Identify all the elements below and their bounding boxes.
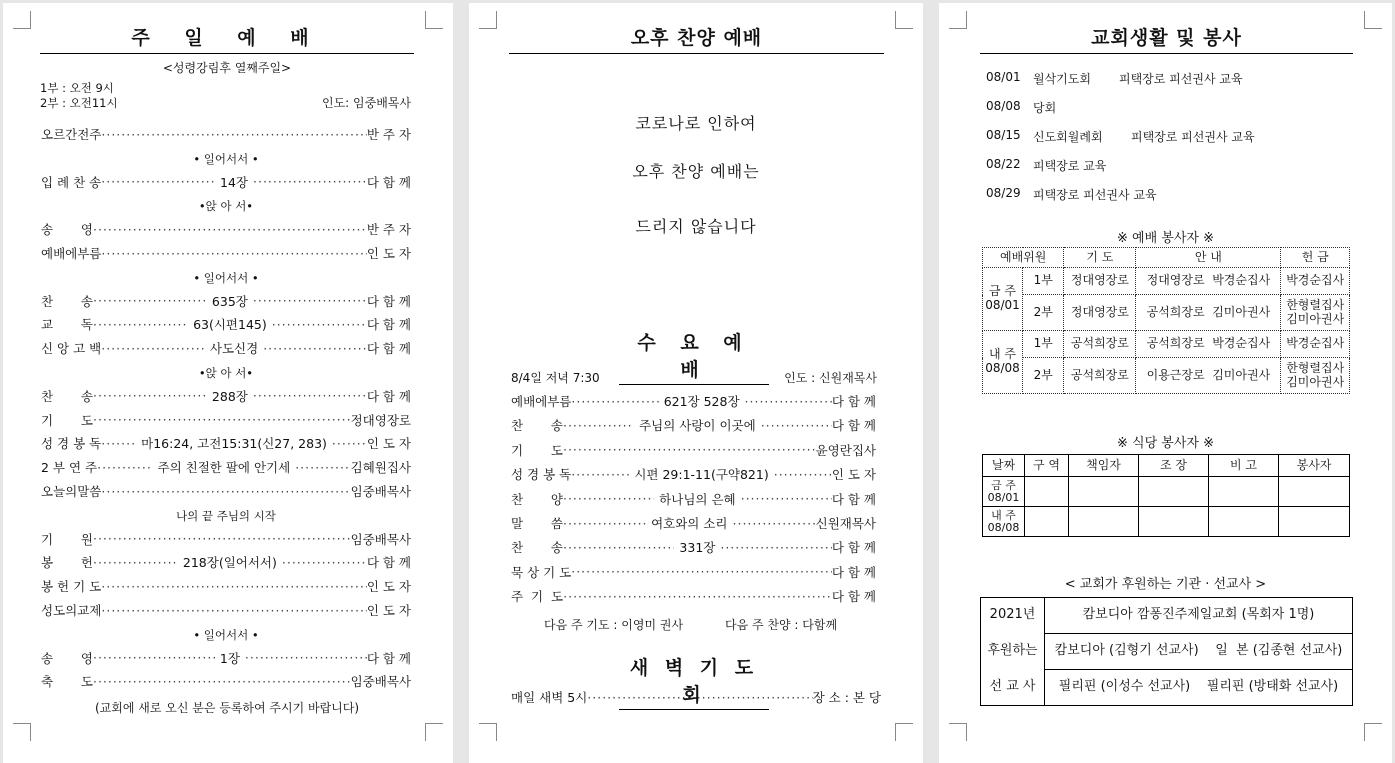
item-label: 찬 송	[511, 418, 563, 434]
column-header: 책임자	[1069, 455, 1139, 477]
item-person: 인 도 자	[831, 467, 877, 483]
item-person: 다 함 께	[831, 394, 877, 409]
item-label: 말 씀	[511, 516, 563, 531]
crop-mark	[1364, 723, 1382, 741]
item-label: 기 도	[511, 442, 563, 458]
mission-left-label: 후원하는	[981, 634, 1045, 670]
order-item	[41, 554, 411, 570]
crop-mark	[425, 11, 443, 29]
item-person: 다 함 께	[366, 341, 412, 357]
event-date: 08/08	[986, 99, 1021, 113]
column-header: 비 고	[1209, 455, 1279, 477]
item-label: 2 부 연 주	[41, 460, 98, 476]
table-row	[983, 507, 1350, 537]
column-header: 구 역	[1025, 455, 1069, 477]
part-cell: 1부	[1023, 331, 1064, 358]
empty-cell	[1025, 507, 1069, 537]
item-label: 성도의교제	[41, 603, 102, 618]
event-text: 월삭기도회	[1033, 72, 1091, 86]
leader-dots	[93, 388, 207, 403]
leader-dots	[101, 484, 350, 499]
item-person: 인 도 자	[366, 246, 411, 261]
item-detail: 마16:24, 고전15:31(신27, 283)	[141, 436, 327, 452]
item-person: 임중배목사	[350, 674, 411, 690]
leader-dots	[563, 540, 674, 555]
week-label: 금 주	[989, 284, 1016, 299]
empty-cell	[1069, 507, 1139, 537]
section-note: • 일어서서 •	[193, 627, 259, 642]
item-person: 반 주 자	[366, 127, 411, 142]
table-row	[983, 331, 1350, 358]
leader-dots	[571, 394, 658, 409]
item-label: 기 도	[41, 412, 93, 428]
leader-dots	[563, 589, 832, 604]
prayer-cell: 정대영장로	[1064, 268, 1136, 295]
item-person: 다 함 께	[831, 540, 876, 556]
leader-dots	[101, 341, 205, 356]
order-item	[41, 126, 411, 142]
order-item	[511, 539, 876, 555]
item-person: 정대영장로	[350, 412, 411, 428]
leader-dots	[93, 317, 188, 332]
leader-dots	[93, 412, 351, 427]
event-text: 피택장로 피선권사 교육	[1033, 188, 1157, 202]
empty-cell	[1025, 477, 1069, 507]
item-detail: 288장	[211, 388, 248, 404]
table-row	[983, 268, 1350, 295]
mission-cell: 캄보디아 깜퐁진주제일교회 (목회자 1명)	[1045, 598, 1353, 634]
item-label: 입 례 찬 송	[41, 174, 102, 190]
guide-cell: 정대영장로 박경순집사	[1136, 268, 1281, 295]
item-detail: 14장	[220, 174, 249, 190]
order-item	[41, 221, 411, 237]
leader-dots	[733, 516, 816, 531]
event-extra: 피택장로 피선권사 교육	[1131, 130, 1255, 144]
leader-dots	[93, 531, 351, 546]
item-label: 봉 헌 기 도	[41, 579, 102, 595]
item-label: 교 독	[41, 317, 93, 333]
item-person: 다 함 께	[831, 418, 876, 434]
leader-dots	[253, 174, 367, 189]
crop-mark	[949, 723, 967, 741]
order-item	[511, 491, 876, 507]
leader-dots	[253, 293, 367, 308]
notice-line-3: 드리지 않습니다	[635, 217, 757, 236]
crop-mark	[1364, 11, 1382, 29]
item-person: 반 주 자	[366, 222, 411, 238]
wednesday-time: 8/4일 저녁 7:30	[511, 371, 600, 385]
guide-cell: 공석희장로 김미아권사	[1136, 295, 1281, 331]
event-extra: 피택장로 피선권사 교육	[1119, 72, 1243, 86]
order-item	[41, 340, 411, 356]
item-label: 오르간전주	[41, 127, 102, 142]
leader-dots	[761, 418, 832, 433]
mission-left-label: 2021년	[981, 598, 1045, 634]
event-date: 08/22	[986, 157, 1021, 171]
mission-cell: 캄보디아 (김형기 선교사) 일 본 (김종현 선교사)	[1045, 634, 1353, 670]
page-title: 오후 찬양 예배	[509, 23, 884, 54]
dawn-place: 장 소 : 본 당	[812, 690, 881, 705]
order-item	[41, 650, 411, 666]
week-label: 금 주	[991, 478, 1016, 492]
table-row	[981, 670, 1353, 706]
empty-cell	[1209, 507, 1279, 537]
item-detail: 218장(일어서서)	[182, 555, 277, 571]
section-note: • 일어서서 •	[193, 270, 259, 285]
item-label: 예배에부름	[511, 394, 572, 409]
item-person: 다 함 께	[366, 317, 412, 333]
leader-dots	[745, 394, 832, 409]
item-person: 김혜원집사	[350, 460, 412, 476]
crop-mark	[13, 723, 31, 741]
order-item	[41, 531, 411, 547]
event-text: 피택장로 교육	[1033, 159, 1107, 173]
week-date: 08/01	[987, 490, 1020, 504]
leader-dots	[720, 540, 831, 555]
leader-dots	[101, 174, 215, 189]
event-date: 08/15	[986, 128, 1021, 142]
item-detail: 시편 29:1-11(구약821)	[634, 467, 769, 483]
item-person: 인 도 자	[366, 579, 411, 595]
section-note: •앉 아 서•	[198, 366, 254, 380]
week-date: 08/08	[985, 361, 1020, 375]
order-item	[511, 588, 876, 604]
week-cell	[983, 507, 1025, 537]
leader-dots	[101, 603, 366, 618]
item-person: 인 도 자	[366, 603, 411, 618]
leader-dots	[245, 650, 367, 665]
leader-dots	[563, 418, 634, 433]
table-row	[983, 477, 1350, 507]
wednesday-title: 수 요 예 배	[619, 328, 769, 385]
item-detail: 주의 친절한 팔에 안기세	[157, 460, 291, 476]
table-header-row	[983, 248, 1350, 268]
crop-mark	[895, 723, 913, 741]
offering-cell: 박경순집사	[1281, 268, 1350, 295]
service-time-1: 1부 : 오전 9시	[40, 81, 114, 95]
item-detail: 635장	[211, 293, 248, 309]
item-detail: 하나님의 은혜	[659, 491, 736, 507]
item-label: 주 기 도	[511, 589, 564, 605]
offering-cell: 한형렬집사 김미아권사	[1281, 358, 1350, 394]
leader-dots	[282, 555, 367, 570]
item-detail: 주님의 사랑이 이곳에	[639, 418, 756, 434]
column-header: 헌 금	[1281, 248, 1350, 268]
week-label: 내 주	[991, 508, 1016, 522]
item-label: 송 영	[41, 650, 93, 666]
order-item	[511, 442, 876, 458]
event-date: 08/29	[986, 186, 1021, 200]
week-date: 08/08	[987, 520, 1020, 534]
item-label: 축 도	[41, 674, 93, 690]
offering-cell: 한형렬집사 김미아권사	[1281, 295, 1350, 331]
item-person: 임중배목사	[350, 484, 411, 499]
table-row	[983, 358, 1350, 394]
table-row	[981, 598, 1353, 634]
item-detail: 사도신경	[209, 341, 259, 357]
wednesday-leader: 인도 : 신원재목사	[784, 371, 877, 385]
crop-mark	[895, 11, 913, 29]
item-label: 송 영	[41, 222, 93, 238]
order-item	[41, 174, 411, 190]
item-label: 찬 송	[41, 293, 93, 309]
order-item	[41, 293, 411, 309]
part-cell: 1부	[1023, 268, 1064, 295]
leader-dots	[93, 222, 367, 237]
part-cell: 2부	[1023, 358, 1064, 394]
offering-cell: 박경순집사	[1281, 331, 1350, 358]
empty-cell	[1139, 507, 1209, 537]
item-label: 찬 송	[511, 540, 563, 556]
item-person: 다 함 께	[831, 589, 876, 605]
leader-dots	[332, 436, 367, 451]
prayer-cell: 정대영장로	[1064, 295, 1136, 331]
crop-mark	[479, 11, 497, 29]
item-label: 신 앙 고 백	[41, 341, 102, 357]
item-label: 기 원	[41, 531, 93, 547]
week-cell	[983, 477, 1025, 507]
week-cell	[983, 331, 1023, 394]
leader-dots	[571, 467, 629, 482]
order-item	[41, 388, 411, 404]
empty-cell	[1209, 477, 1279, 507]
crop-mark	[949, 11, 967, 29]
leader-dots	[101, 579, 367, 594]
event-text: 신도회월례회	[1033, 130, 1103, 144]
order-item	[41, 602, 411, 618]
item-label: 찬 송	[41, 388, 93, 404]
column-header: 날짜	[983, 455, 1025, 477]
service-time-2: 2부 : 오전11시	[40, 96, 118, 110]
crop-mark	[425, 723, 443, 741]
event-text: 당회	[1033, 101, 1057, 115]
notice-line-1: 코로나로 인하여	[635, 114, 757, 133]
event-date: 08/01	[986, 70, 1021, 84]
subtitle: <성령강림후 열째주일>	[162, 61, 292, 75]
order-item	[511, 417, 876, 433]
table-row	[983, 295, 1350, 331]
order-item	[41, 316, 411, 332]
leader-dots	[774, 467, 832, 482]
section-note: • 일어서서 •	[193, 151, 259, 166]
leader-dots	[93, 555, 178, 570]
crop-mark	[13, 11, 31, 29]
order-item	[511, 564, 876, 580]
leader-dots	[93, 674, 351, 689]
table-row	[981, 634, 1353, 670]
dawn-time: 매일 새벽 5시	[511, 690, 588, 705]
next-week-praise: 다음 주 찬양 : 다함께	[725, 618, 838, 632]
mission-left-label: 선 교 사	[981, 670, 1045, 706]
section-note: •앉 아 서•	[198, 199, 254, 214]
column-header: 기 도	[1064, 248, 1136, 268]
item-label: 묵 상 기 도	[511, 564, 572, 580]
leader-dots	[97, 460, 152, 475]
week-cell	[983, 268, 1023, 331]
bulletin-page-afternoon-worship	[469, 3, 923, 763]
mission-title: < 교회가 후원하는 기관 · 선교사 >	[1064, 577, 1267, 592]
item-person: 신원재목사	[815, 516, 877, 531]
column-header: 봉사자	[1279, 455, 1350, 477]
mission-table	[980, 597, 1353, 706]
page-title: 주 일 예 배	[40, 23, 414, 54]
column-header: 안 내	[1136, 248, 1281, 268]
worship-volunteers-title: ※ 예배 봉사자 ※	[1117, 231, 1214, 246]
leader-dots	[563, 442, 816, 457]
order-item	[511, 393, 876, 409]
service-leader: 인도: 임중배목사	[321, 96, 411, 110]
leader-dots	[263, 341, 367, 356]
item-detail: 1장	[219, 650, 240, 666]
leader-dots	[101, 246, 366, 261]
item-detail: 여호와의 소리	[651, 516, 728, 531]
item-label: 오늘의말씀	[41, 484, 102, 499]
kitchen-volunteers-title: ※ 식당 봉사자 ※	[1117, 436, 1214, 451]
empty-cell	[1279, 507, 1350, 537]
bulletin-page-church-life	[939, 3, 1392, 763]
item-person: 다 함 께	[831, 491, 876, 507]
item-person: 임중배목사	[350, 531, 411, 547]
next-week-prayer: 다음 주 기도 : 이영미 권사	[544, 618, 684, 632]
item-detail: 621장 528장	[663, 394, 740, 409]
week-label: 내 주	[989, 347, 1016, 362]
worship-volunteers-table	[982, 247, 1350, 394]
column-header: 조 장	[1139, 455, 1209, 477]
item-detail: 63(시편145)	[193, 317, 267, 333]
column-header: 예배위원	[983, 248, 1064, 268]
leader-dots	[571, 564, 832, 579]
order-item	[41, 483, 411, 499]
section-note: 나의 끝 주님의 시작	[176, 508, 276, 523]
leader-dots	[587, 690, 812, 705]
empty-cell	[1069, 477, 1139, 507]
bulletin-page-sunday-worship	[3, 3, 453, 763]
leader-dots	[93, 293, 207, 308]
prayer-cell: 공석희장로	[1064, 331, 1136, 358]
empty-cell	[1139, 477, 1209, 507]
order-item	[511, 515, 876, 531]
guide-cell: 공석희장로 박경순집사	[1136, 331, 1281, 358]
leader-dots	[101, 127, 366, 142]
notice-line-2: 오후 찬양 예배는	[632, 162, 760, 181]
item-person: 다 함 께	[366, 293, 411, 309]
item-label: 예배에부름	[41, 246, 102, 261]
item-person: 다 함 께	[366, 174, 411, 190]
item-label: 성 경 봉 독	[511, 467, 572, 483]
order-item	[41, 435, 411, 451]
item-person: 윤영란집사	[815, 442, 876, 458]
order-item	[41, 245, 411, 261]
item-label: 찬 양	[511, 491, 563, 507]
leader-dots	[295, 460, 350, 475]
leader-dots	[101, 436, 136, 451]
leader-dots	[272, 317, 367, 332]
empty-cell	[1279, 477, 1350, 507]
item-label: 봉 헌	[41, 555, 93, 571]
item-person: 다 함 께	[366, 650, 411, 666]
guide-cell: 이용근장로 김미아권사	[1136, 358, 1281, 394]
week-date: 08/01	[985, 298, 1020, 312]
order-item	[41, 578, 411, 594]
item-person: 다 함 께	[366, 388, 411, 404]
leader-dots	[563, 491, 654, 506]
order-item	[41, 673, 411, 689]
item-label: 성 경 봉 독	[41, 436, 102, 452]
item-person: 다 함 께	[366, 555, 411, 571]
dawn-prayer-row	[511, 689, 881, 705]
leader-dots	[563, 516, 646, 531]
part-cell: 2부	[1023, 295, 1064, 331]
order-item	[511, 466, 876, 482]
table-header-row	[983, 455, 1350, 477]
item-person: 다 함 께	[831, 564, 876, 580]
item-detail: 331장	[679, 540, 716, 556]
footer-note: (교회에 새로 오신 분은 등록하여 주시기 바랍니다)	[94, 701, 360, 715]
leader-dots	[93, 650, 215, 665]
order-item	[41, 412, 411, 428]
kitchen-volunteers-table	[982, 454, 1350, 537]
mission-cell: 필리핀 (이성수 선교사) 필리핀 (방태화 선교사)	[1045, 670, 1353, 706]
crop-mark	[479, 723, 497, 741]
leader-dots	[741, 491, 832, 506]
item-person: 인 도 자	[366, 436, 411, 452]
page-title: 교회생활 및 봉사	[980, 23, 1353, 54]
prayer-cell: 공석희장로	[1064, 358, 1136, 394]
leader-dots	[253, 388, 367, 403]
order-item	[41, 459, 411, 475]
dawn-prayer-title: 새 벽 기 도 회	[619, 653, 769, 710]
